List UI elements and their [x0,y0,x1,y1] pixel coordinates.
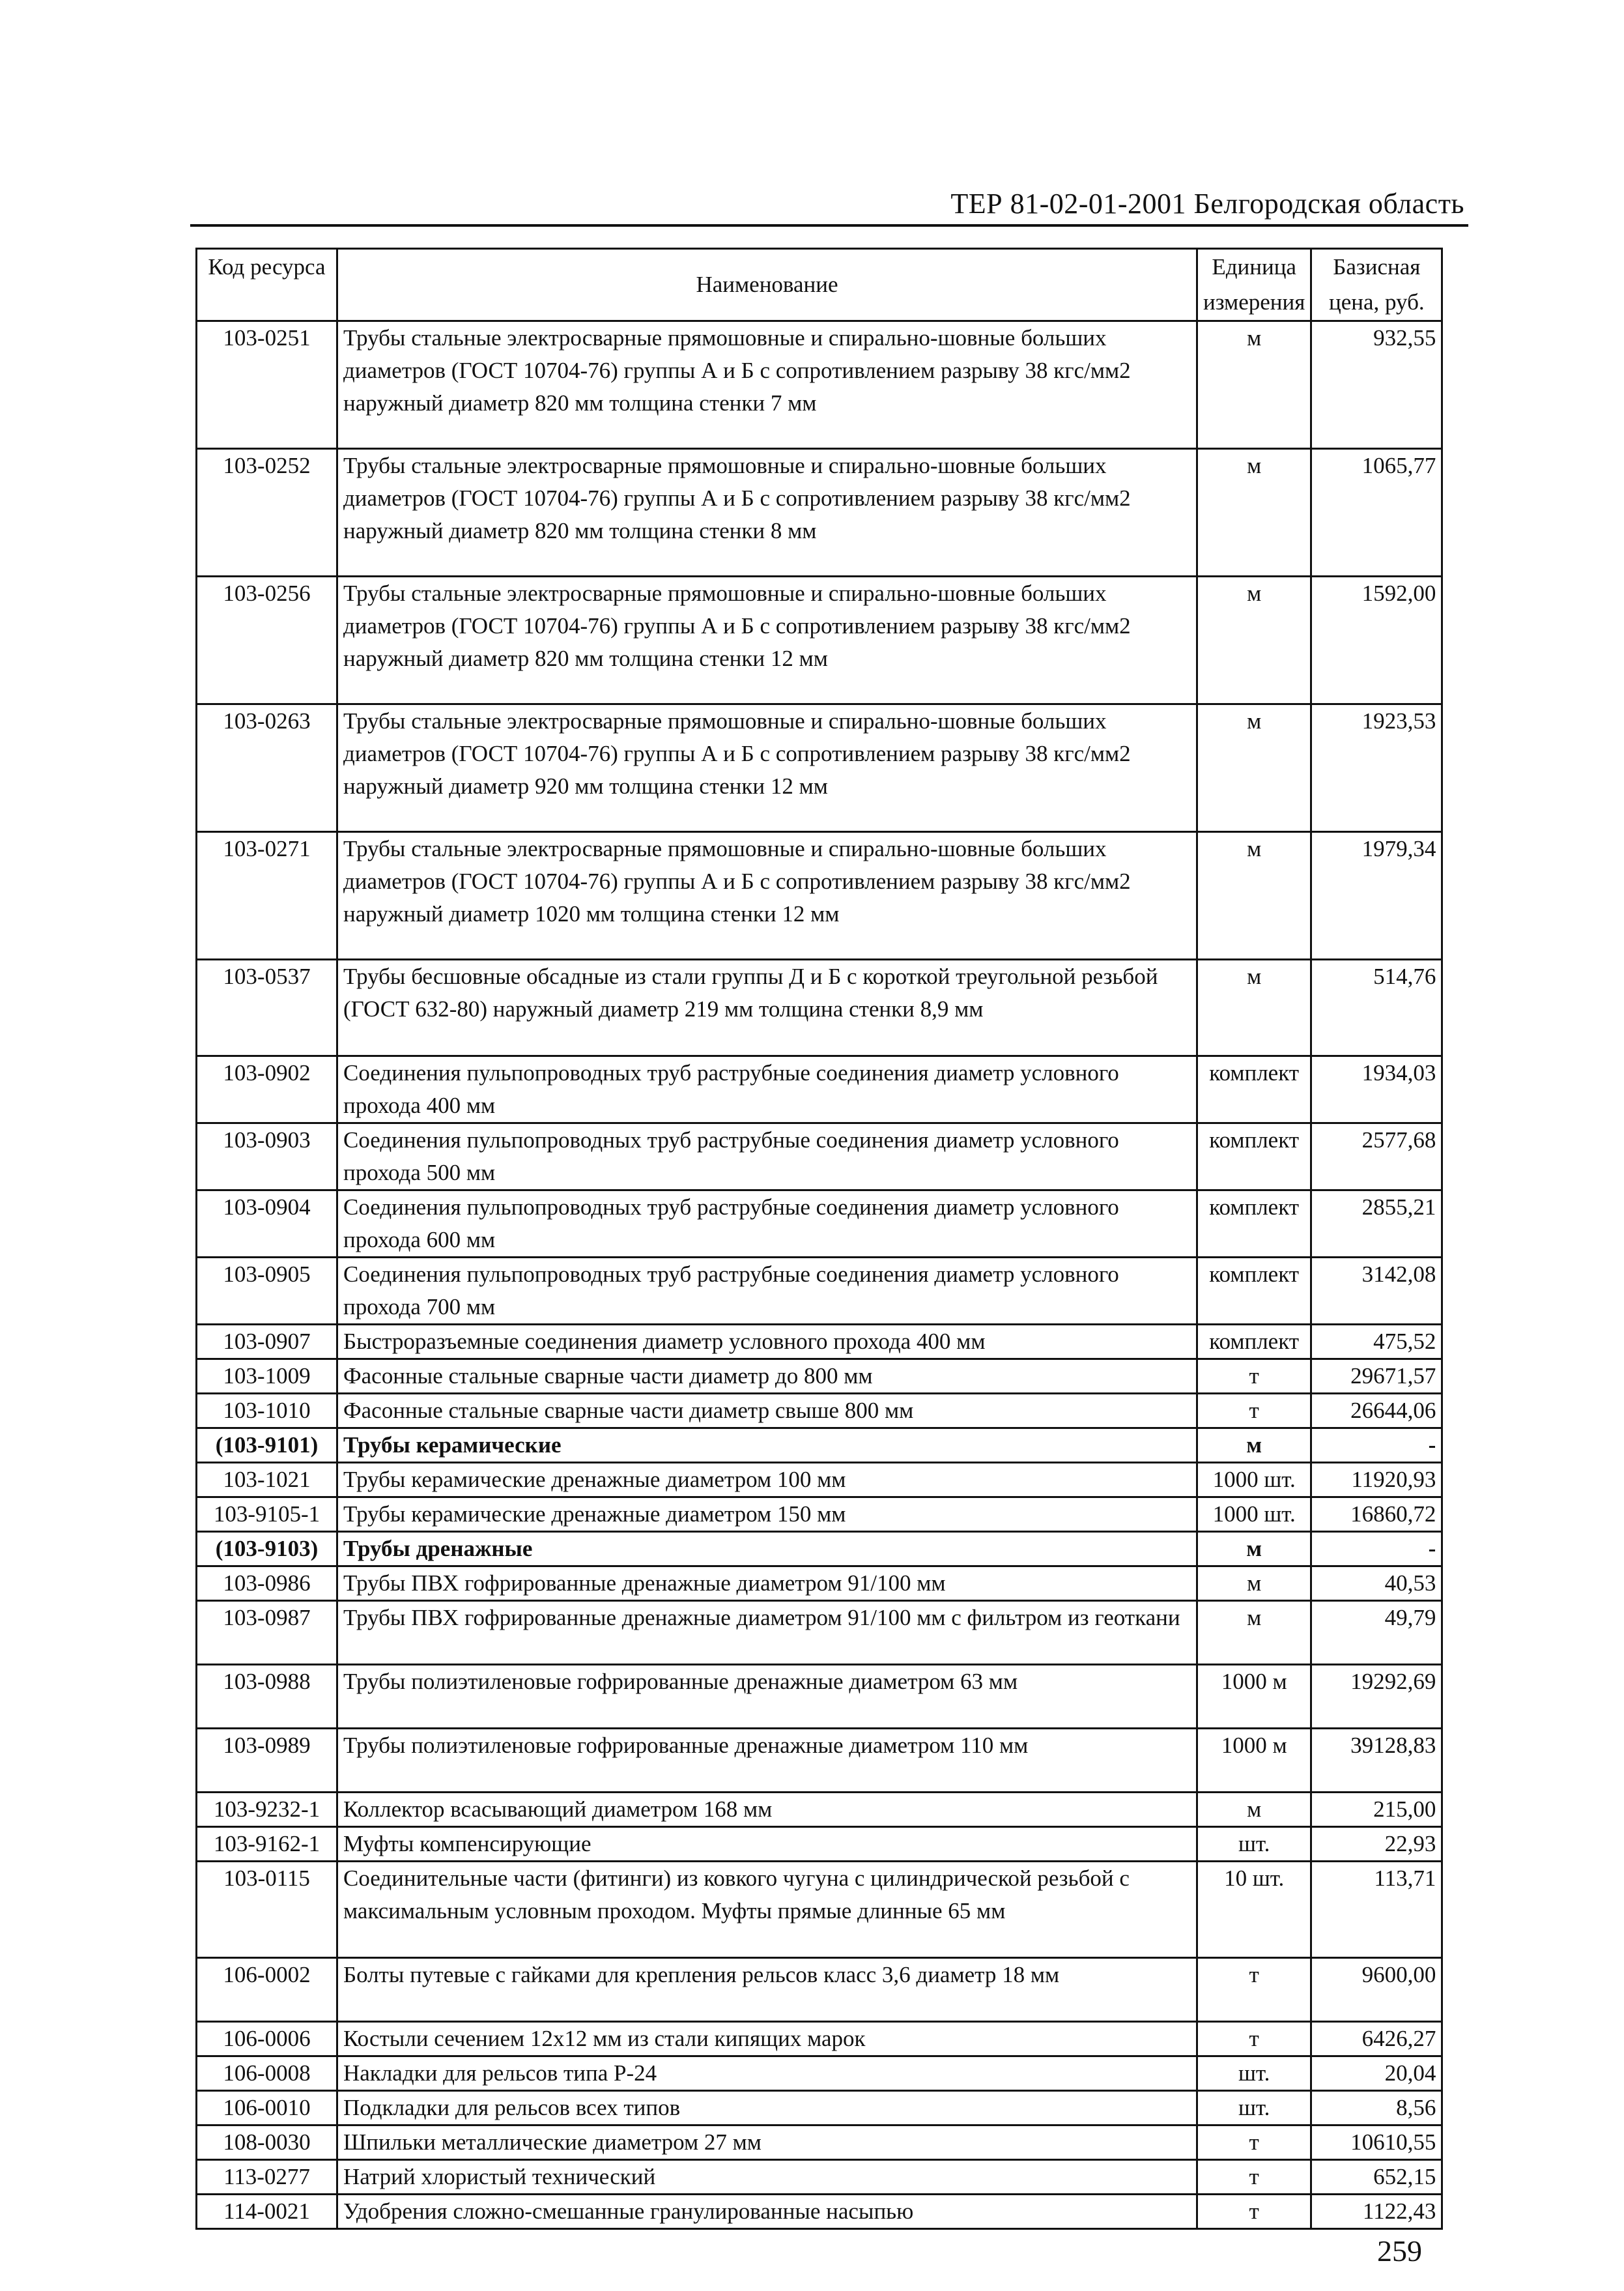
table-row [197,2160,1442,2195]
cell-code: (103-9103) [197,1532,337,1566]
cell-name: Муфты компенсирующие [337,1827,1197,1862]
cell-name: Трубы керамические дренажные диаметром 100 мм [337,1463,1197,1497]
cell-unit: 10 шт. [1197,1862,1311,1958]
table-row [197,2091,1442,2125]
cell-unit: комплект [1197,1190,1311,1258]
cell-name: Трубы стальные электросварные прямошовные и спирально-шовные больших диаметров (ГОСТ 10704-76) группы А и Б с сопротивлением разрыву 38 кгс/мм2 наружный диаметр 820 мм толщина стенки 8 мм [337,449,1197,577]
cell-price: 475,52 [1311,1325,1442,1359]
cell-code: 114-0021 [197,2195,337,2229]
cell-unit: т [1197,1394,1311,1428]
cell-unit: м [1197,577,1311,704]
table-row [197,1394,1442,1428]
table-row [197,1958,1442,2022]
cell-code: 103-0904 [197,1190,337,1258]
cell-unit: шт. [1197,1827,1311,1862]
cell-price: 932,55 [1311,321,1442,449]
cell-price: 49,79 [1311,1601,1442,1665]
cell-name: Трубы бесшовные обсадные из стали группы Д и Б с короткой треугольной резьбой (ГОСТ 632-80) наружный диаметр 219 мм толщина стенки 8,9 мм [337,960,1197,1056]
cell-unit: шт. [1197,2091,1311,2125]
table-row [197,1359,1442,1394]
document-title: ТЕР 81-02-01-2001 Белгородская область [950,188,1464,220]
cell-name: Костыли сечением 12х12 мм из стали кипящих марок [337,2022,1197,2056]
cell-code: 106-0008 [197,2056,337,2091]
cell-name: Трубы ПВХ гофрированные дренажные диаметром 91/100 мм [337,1566,1197,1601]
cell-name: Трубы стальные электросварные прямошовные и спирально-шовные больших диаметров (ГОСТ 10704-76) группы А и Б с сопротивлением разрыву 38 кгс/мм2 наружный диаметр 1020 мм толщина стенки 12 мм [337,832,1197,960]
cell-name: Соединения пульпопроводных труб раструбные соединения диаметр условного прохода 700 мм [337,1258,1197,1325]
cell-price: 11920,93 [1311,1463,1442,1497]
column-header-name: Наименование [337,249,1197,321]
cell-code: 103-9162-1 [197,1827,337,1862]
cell-price: 1065,77 [1311,449,1442,577]
cell-unit: т [1197,2160,1311,2195]
cell-code: (103-9101) [197,1428,337,1463]
table-row [197,1428,1442,1463]
table-row [197,1665,1442,1729]
cell-price: 6426,27 [1311,2022,1442,2056]
table-header-row [197,249,1442,321]
cell-price: 1592,00 [1311,577,1442,704]
table-row [197,2056,1442,2091]
cell-name: Удобрения сложно-смешанные гранулированные насыпью [337,2195,1197,2229]
table-row [197,1497,1442,1532]
cell-name: Подкладки для рельсов всех типов [337,2091,1197,2125]
table-row [197,2195,1442,2229]
cell-code: 103-0271 [197,832,337,960]
table-row [197,2125,1442,2160]
table-row [197,1566,1442,1601]
table-row [197,1827,1442,1862]
cell-name: Трубы полиэтиленовые гофрированные дренажные диаметром 63 мм [337,1665,1197,1729]
cell-price: - [1311,1428,1442,1463]
column-header-unit: Единица измерения [1197,249,1311,321]
column-header-code: Код ресурса [197,249,337,321]
cell-name: Натрий хлористый технический [337,2160,1197,2195]
cell-code: 103-9232-1 [197,1793,337,1827]
cell-code: 103-0252 [197,449,337,577]
table-row [197,704,1442,832]
cell-name: Трубы ПВХ гофрированные дренажные диаметром 91/100 мм с фильтром из геоткани [337,1601,1197,1665]
cell-price: 514,76 [1311,960,1442,1056]
cell-unit: м [1197,704,1311,832]
cell-name: Фасонные стальные сварные части диаметр до 800 мм [337,1359,1197,1394]
cell-price: 19292,69 [1311,1665,1442,1729]
cell-unit: т [1197,1359,1311,1394]
cell-code: 103-0905 [197,1258,337,1325]
cell-unit: м [1197,1566,1311,1601]
cell-code: 103-9105-1 [197,1497,337,1532]
cell-unit: м [1197,321,1311,449]
cell-unit: шт. [1197,2056,1311,2091]
table-row [197,1258,1442,1325]
table-row [197,321,1442,449]
cell-unit: м [1197,1428,1311,1463]
cell-name: Накладки для рельсов типа Р-24 [337,2056,1197,2091]
table-row [197,1325,1442,1359]
cell-name: Болты путевые с гайками для крепления рельсов класс 3,6 диаметр 18 мм [337,1958,1197,2022]
cell-code: 103-0907 [197,1325,337,1359]
cell-price: 39128,83 [1311,1729,1442,1793]
cell-price: 1979,34 [1311,832,1442,960]
cell-code: 103-0537 [197,960,337,1056]
cell-price: 3142,08 [1311,1258,1442,1325]
cell-code: 103-1009 [197,1359,337,1394]
cell-price: 1934,03 [1311,1056,1442,1123]
cell-price: 26644,06 [1311,1394,1442,1428]
cell-price: - [1311,1532,1442,1566]
cell-unit: комплект [1197,1325,1311,1359]
cell-unit: 1000 м [1197,1665,1311,1729]
cell-code: 103-0903 [197,1123,337,1190]
cell-code: 103-0263 [197,704,337,832]
cell-price: 2577,68 [1311,1123,1442,1190]
cell-price: 652,15 [1311,2160,1442,2195]
cell-name: Соединения пульпопроводных труб раструбные соединения диаметр условного прохода 500 мм [337,1123,1197,1190]
cell-code: 108-0030 [197,2125,337,2160]
cell-name: Соединительные части (фитинги) из ковкого чугуна с цилиндрической резьбой с максимальным условным проходом. Муфты прямые длинные 65 мм [337,1862,1197,1958]
cell-unit: 1000 шт. [1197,1463,1311,1497]
cell-code: 106-0010 [197,2091,337,2125]
cell-code: 103-0989 [197,1729,337,1793]
cell-unit: м [1197,960,1311,1056]
cell-name: Шпильки металлические диаметром 27 мм [337,2125,1197,2160]
cell-price: 215,00 [1311,1793,1442,1827]
cell-unit: м [1197,449,1311,577]
table-row [197,1190,1442,1258]
cell-unit: комплект [1197,1123,1311,1190]
table-row [197,1729,1442,1793]
cell-price: 8,56 [1311,2091,1442,2125]
table-row [197,577,1442,704]
table-row [197,2022,1442,2056]
cell-name: Трубы полиэтиленовые гофрированные дренажные диаметром 110 мм [337,1729,1197,1793]
cell-code: 103-0986 [197,1566,337,1601]
table-row [197,960,1442,1056]
cell-name: Трубы стальные электросварные прямошовные и спирально-шовные больших диаметров (ГОСТ 10704-76) группы А и Б с сопротивлением разрыву 38 кгс/мм2 наружный диаметр 820 мм толщина стенки 7 мм [337,321,1197,449]
cell-price: 1122,43 [1311,2195,1442,2229]
cell-unit: 1000 шт. [1197,1497,1311,1532]
cell-price: 22,93 [1311,1827,1442,1862]
cell-code: 103-0256 [197,577,337,704]
cell-unit: т [1197,1958,1311,2022]
cell-name: Трубы стальные электросварные прямошовные и спирально-шовные больших диаметров (ГОСТ 10704-76) группы А и Б с сопротивлением разрыву 38 кгс/мм2 наружный диаметр 820 мм толщина стенки 12 мм [337,577,1197,704]
cell-unit: т [1197,2125,1311,2160]
cell-unit: т [1197,2195,1311,2229]
cell-code: 113-0277 [197,2160,337,2195]
table-row [197,832,1442,960]
table-row [197,1532,1442,1566]
cell-price: 16860,72 [1311,1497,1442,1532]
cell-name: Трубы керамические дренажные диаметром 150 мм [337,1497,1197,1532]
cell-unit: комплект [1197,1056,1311,1123]
cell-code: 103-0988 [197,1665,337,1729]
cell-code: 103-1021 [197,1463,337,1497]
cell-price: 20,04 [1311,2056,1442,2091]
page-header [190,180,1468,227]
cell-code: 103-0115 [197,1862,337,1958]
table-row [197,1793,1442,1827]
cell-name: Трубы дренажные [337,1532,1197,1566]
cell-price: 40,53 [1311,1566,1442,1601]
page-number: 259 [1377,2234,1422,2268]
cell-name: Соединения пульпопроводных труб раструбные соединения диаметр условного прохода 600 мм [337,1190,1197,1258]
table-row [197,1123,1442,1190]
cell-code: 103-0987 [197,1601,337,1665]
table-row [197,449,1442,577]
cell-unit: м [1197,1532,1311,1566]
cell-price: 29671,57 [1311,1359,1442,1394]
cell-name: Фасонные стальные сварные части диаметр свыше 800 мм [337,1394,1197,1428]
column-header-price: Базисная цена, руб. [1311,249,1442,321]
cell-unit: т [1197,2022,1311,2056]
cell-unit: комплект [1197,1258,1311,1325]
table-row [197,1862,1442,1958]
table-row [197,1601,1442,1665]
cell-price: 2855,21 [1311,1190,1442,1258]
cell-name: Трубы керамические [337,1428,1197,1463]
cell-code: 103-0251 [197,321,337,449]
table-body [197,321,1442,2229]
cell-price: 1923,53 [1311,704,1442,832]
cell-code: 106-0002 [197,1958,337,2022]
cell-unit: м [1197,1793,1311,1827]
cell-name: Соединения пульпопроводных труб раструбные соединения диаметр условного прохода 400 мм [337,1056,1197,1123]
cell-price: 113,71 [1311,1862,1442,1958]
table-row [197,1056,1442,1123]
cell-code: 103-0902 [197,1056,337,1123]
resource-price-table [195,248,1443,2230]
cell-name: Трубы стальные электросварные прямошовные и спирально-шовные больших диаметров (ГОСТ 10704-76) группы А и Б с сопротивлением разрыву 38 кгс/мм2 наружный диаметр 920 мм толщина стенки 12 мм [337,704,1197,832]
table-row [197,1463,1442,1497]
cell-code: 103-1010 [197,1394,337,1428]
cell-name: Быстроразъемные соединения диаметр условного прохода 400 мм [337,1325,1197,1359]
cell-name: Коллектор всасывающий диаметром 168 мм [337,1793,1197,1827]
cell-code: 106-0006 [197,2022,337,2056]
cell-unit: м [1197,1601,1311,1665]
cell-price: 9600,00 [1311,1958,1442,2022]
cell-unit: м [1197,832,1311,960]
cell-price: 10610,55 [1311,2125,1442,2160]
cell-unit: 1000 м [1197,1729,1311,1793]
